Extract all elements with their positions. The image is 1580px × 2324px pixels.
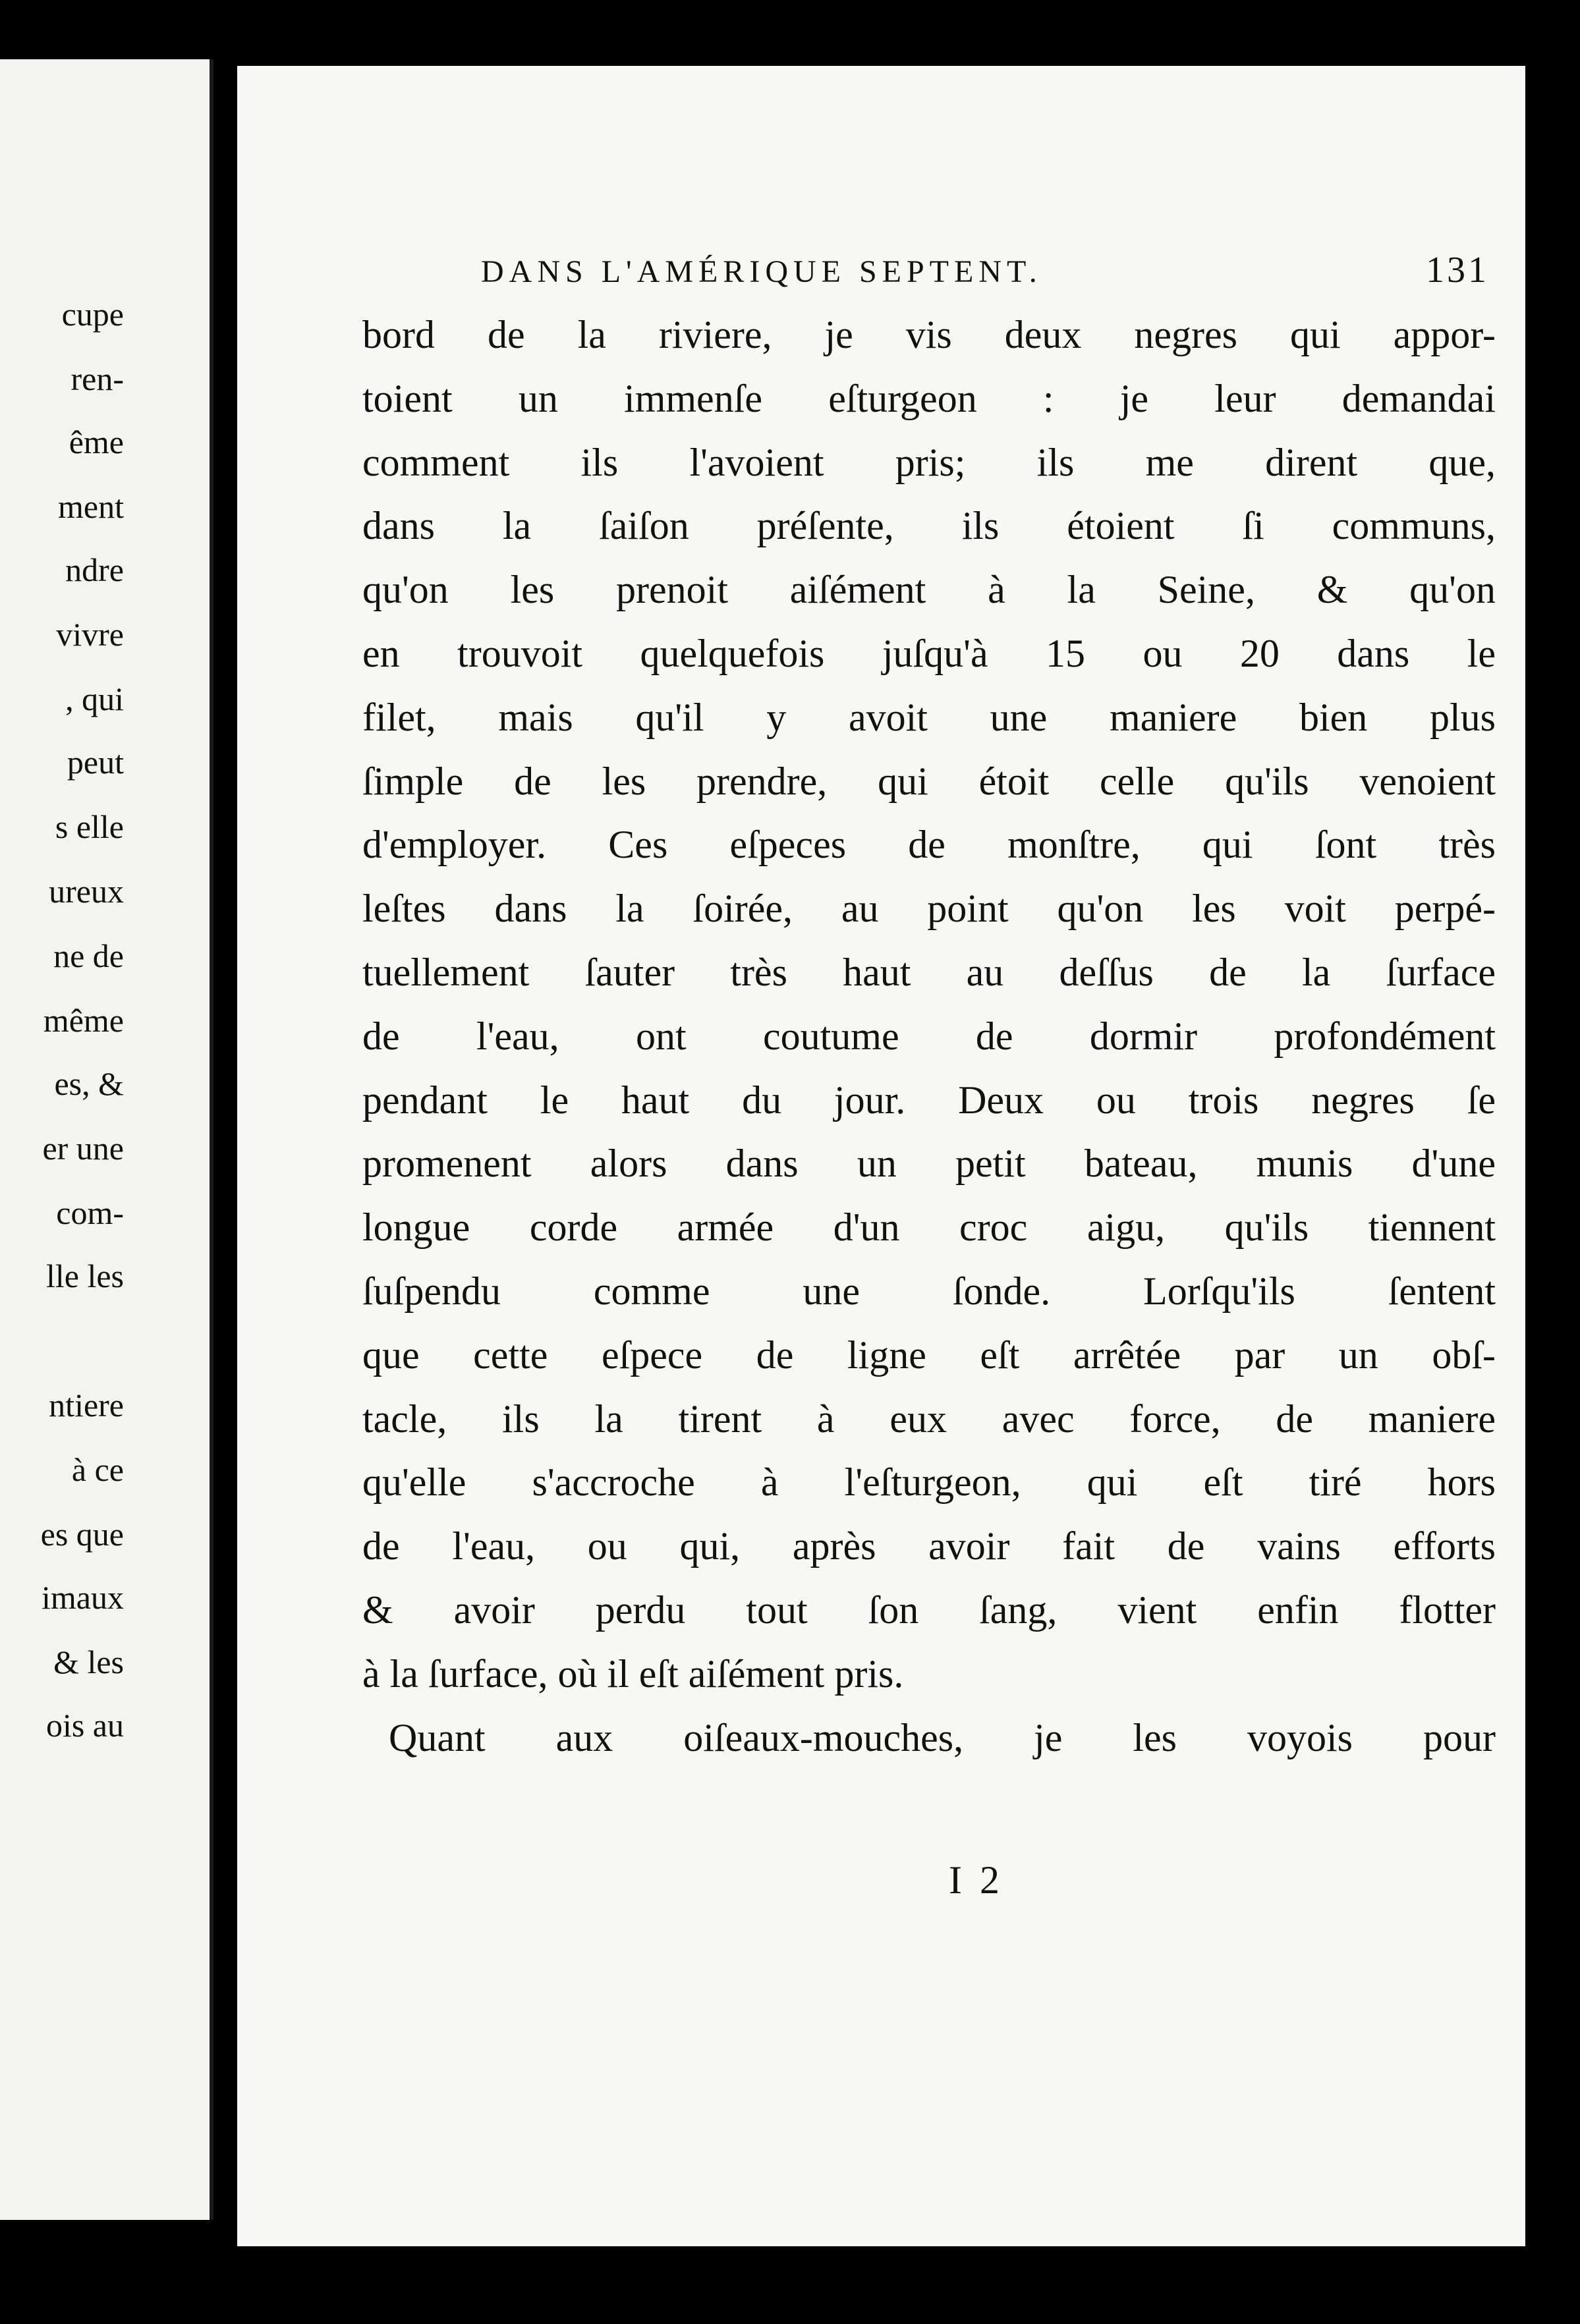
facing-page-fragment: ureux — [49, 873, 124, 910]
facing-page-fragment: ndre — [65, 551, 124, 588]
facing-page-fragment: vivre — [56, 616, 124, 653]
facing-page-fragment: cupe — [61, 296, 124, 333]
text-line: & avoir perdu tout ſon ſang, vient enfin flotter — [362, 1588, 1496, 1632]
facing-page-fragment: ntiere — [49, 1387, 124, 1424]
text-line: leſtes dans la ſoirée, au point qu'on les voit perpé- — [362, 887, 1496, 931]
facing-page-fragment: s elle — [55, 808, 124, 845]
signature-mark: I 2 — [949, 1858, 1003, 1902]
text-line: que cette eſpece de ligne eſt arrêtée par un obſ- — [362, 1333, 1496, 1377]
text-line: bord de la riviere, je vis deux negres qui appor- — [362, 313, 1496, 356]
facing-page — [0, 59, 213, 2220]
running-head — [481, 249, 1489, 291]
facing-page-fragment: peut — [67, 744, 124, 781]
facing-page-fragment: ême — [69, 424, 124, 460]
facing-page-fragment: ment — [58, 488, 124, 525]
text-line: qu'elle s'accroche à l'eſturgeon, qui eſt tiré hors — [362, 1460, 1496, 1505]
text-line: de l'eau, ont coutume de dormir profondément — [362, 1014, 1496, 1058]
facing-page-fragment: ois au — [45, 1707, 124, 1744]
body-text — [362, 303, 1496, 1769]
text-line: dans la ſaiſon préſente, ils étoient ſi communs, — [362, 504, 1496, 548]
book-page — [237, 66, 1525, 2246]
text-line: comment ils l'avoient pris; ils me dirent que, — [362, 440, 1496, 484]
text-line: de l'eau, ou qui, après avoir fait de vains efforts — [362, 1524, 1496, 1568]
facing-page-fragment: es que — [40, 1516, 124, 1553]
text-line: d'employer. Ces eſpeces de monſtre, qui ſont très — [362, 823, 1496, 867]
text-line: en trouvoit quelquefois juſqu'à 15 ou 20 dans le — [362, 631, 1496, 675]
text-line: ſuſpendu comme une ſonde. Lorſqu'ils ſentent — [362, 1269, 1496, 1313]
text-line: Quant aux oiſeaux-mouches, je les voyois pour — [389, 1715, 1496, 1759]
facing-page-fragment: , qui — [65, 680, 124, 717]
facing-page-fragment: ne de — [53, 937, 124, 974]
facing-page-fragment: ren- — [71, 360, 124, 397]
running-head-title: DANS L'AMÉRIQUE SEPTENT. — [481, 254, 1042, 289]
page-number: 131 — [1426, 250, 1489, 290]
text-line: tacle, ils la tirent à eux avec force, de maniere — [362, 1397, 1496, 1441]
facing-page-fragment: com- — [56, 1194, 124, 1231]
facing-page-fragment: imaux — [42, 1579, 124, 1616]
facing-page-fragment: même — [43, 1002, 124, 1039]
facing-page-fragment: es, & — [54, 1065, 124, 1102]
text-line: tuellement ſauter très haut au deſſus de la ſurface — [362, 950, 1496, 994]
text-line: ſimple de les prendre, qui étoit celle qu'ils venoient — [362, 759, 1496, 803]
facing-page-fragment: à ce — [71, 1451, 124, 1488]
facing-page-fragment: & les — [53, 1644, 124, 1680]
text-line: filet, mais qu'il y avoit une maniere bien plus — [362, 695, 1496, 739]
text-line: toient un immenſe eſturgeon : je leur demandai — [362, 376, 1496, 420]
facing-page-fragment: lle les — [45, 1258, 124, 1294]
text-line: pendant le haut du jour. Deux ou trois negres ſe — [362, 1078, 1496, 1122]
text-line: promenent alors dans un petit bateau, munis d'une — [362, 1142, 1496, 1186]
text-line: à la ſurface, où il eſt aiſément pris. — [362, 1651, 904, 1696]
text-line: qu'on les prenoit aiſément à la Seine, & qu'on — [362, 568, 1496, 612]
text-line: longue corde armée d'un croc aigu, qu'ils tiennent — [362, 1205, 1496, 1250]
facing-page-fragment: er une — [42, 1130, 124, 1167]
